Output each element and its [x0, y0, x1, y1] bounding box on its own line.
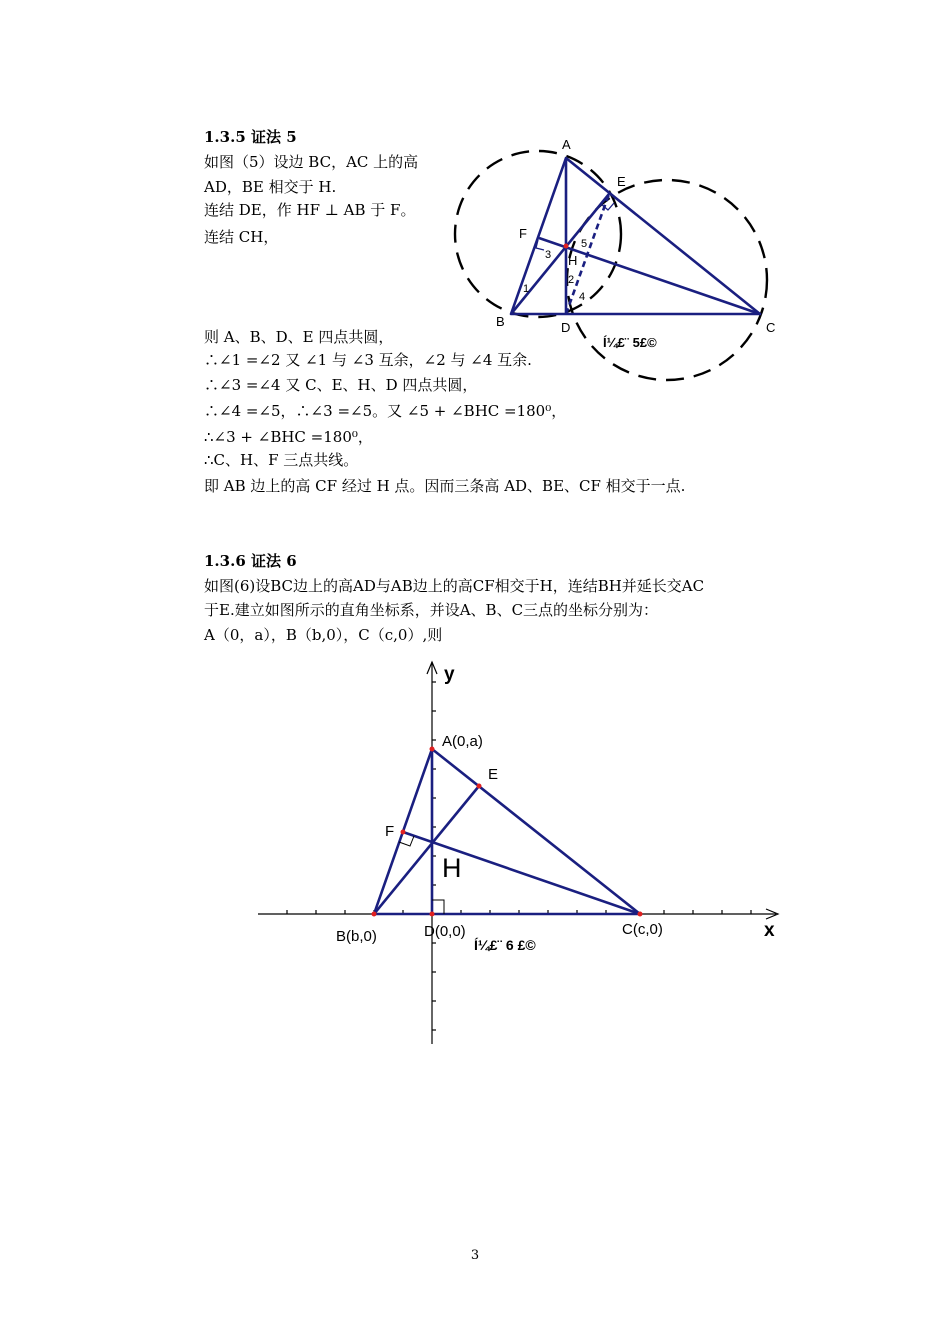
- label-f-6: F: [385, 823, 395, 840]
- point-a: [430, 747, 435, 752]
- text-line: ∴C、H、F 三点共线。: [204, 451, 359, 469]
- page-number: 3: [470, 1248, 480, 1263]
- label-b-6: B(b,0): [336, 928, 377, 945]
- label-d: D: [561, 320, 571, 335]
- label-c: C: [766, 320, 776, 335]
- altitude-cf-6: [403, 832, 640, 914]
- label-e-6: E: [488, 766, 499, 783]
- text-line: 如图(6)设BC边上的高AD与AB边上的高CF相交于H，连结BH并延长交AC: [204, 577, 705, 595]
- label-a: A: [562, 137, 571, 152]
- point-d: [430, 912, 435, 917]
- label-e: E: [617, 174, 626, 189]
- angle-label-4: 4: [579, 291, 586, 303]
- label-b: B: [496, 314, 505, 329]
- right-angle-f: [536, 240, 544, 250]
- figure-5-caption: Í¼£¨ 5£©: [603, 335, 657, 350]
- point-b: [372, 912, 377, 917]
- triangle-abc: [511, 158, 760, 314]
- label-c-6: C(c,0): [622, 921, 663, 938]
- point-e: [477, 784, 482, 789]
- triangle-abc-6: [374, 749, 640, 914]
- angle-label-1: 1: [523, 283, 530, 295]
- text-line: 即 AB 边上的高 CF 经过 H 点。因而三条高 AD、BE、CF 相交于一点.: [204, 477, 686, 495]
- figure-6: [0, 650, 950, 1070]
- angle-label-5: 5: [581, 238, 588, 250]
- angle-label-2: 2: [568, 274, 575, 286]
- text-line: 连结 CH，: [204, 228, 279, 246]
- text-line: ∴∠4 =∠5，∴∠3 =∠5。又 ∠5 + ∠BHC =180⁰，: [204, 402, 567, 420]
- segment-be-6: [374, 786, 479, 914]
- point-h: [564, 244, 569, 249]
- text-line: 则 A、B、D、E 四点共圆，: [204, 328, 394, 346]
- text-line: AD，BE 相交于 H.: [204, 178, 337, 196]
- text-line: ∴∠1 =∠2 又 ∠1 与 ∠3 互余，∠2 与 ∠4 互余.: [204, 351, 532, 369]
- figure-6-caption: Í¼£¨ 6 £©: [474, 937, 536, 953]
- label-h-6: H: [442, 853, 462, 883]
- point-f: [401, 830, 406, 835]
- text-line: ∴∠3 + ∠BHC =180⁰，: [204, 428, 373, 446]
- text-line: ∴∠3 =∠4 又 C、E、H、D 四点共圆，: [204, 376, 478, 394]
- label-x: x: [764, 920, 775, 941]
- text-line: 如图（5）设边 BC，AC 上的高: [204, 153, 419, 171]
- label-h: H: [568, 253, 578, 268]
- label-d-6: D(0,0): [424, 923, 466, 940]
- section-6-heading: 1.3.6 证法 6: [204, 552, 297, 570]
- right-angle-d: [432, 900, 444, 914]
- section-5-heading: 1.3.5 证法 5: [204, 128, 297, 146]
- label-f: F: [519, 226, 527, 241]
- label-y: y: [444, 664, 455, 685]
- text-line: 于E.建立如图所示的直角坐标系，并设A、B、C三点的坐标分别为：: [204, 601, 659, 619]
- text-line: 连结 DE，作 HF ⊥ AB 于 F。: [204, 201, 416, 219]
- angle-label-3: 3: [545, 249, 552, 261]
- text-line: A（0，a），B（b,0），C（c,0）,则: [204, 626, 443, 644]
- figure-5: [0, 0, 950, 400]
- label-a-6: A(0,a): [442, 733, 483, 750]
- point-c: [638, 912, 643, 917]
